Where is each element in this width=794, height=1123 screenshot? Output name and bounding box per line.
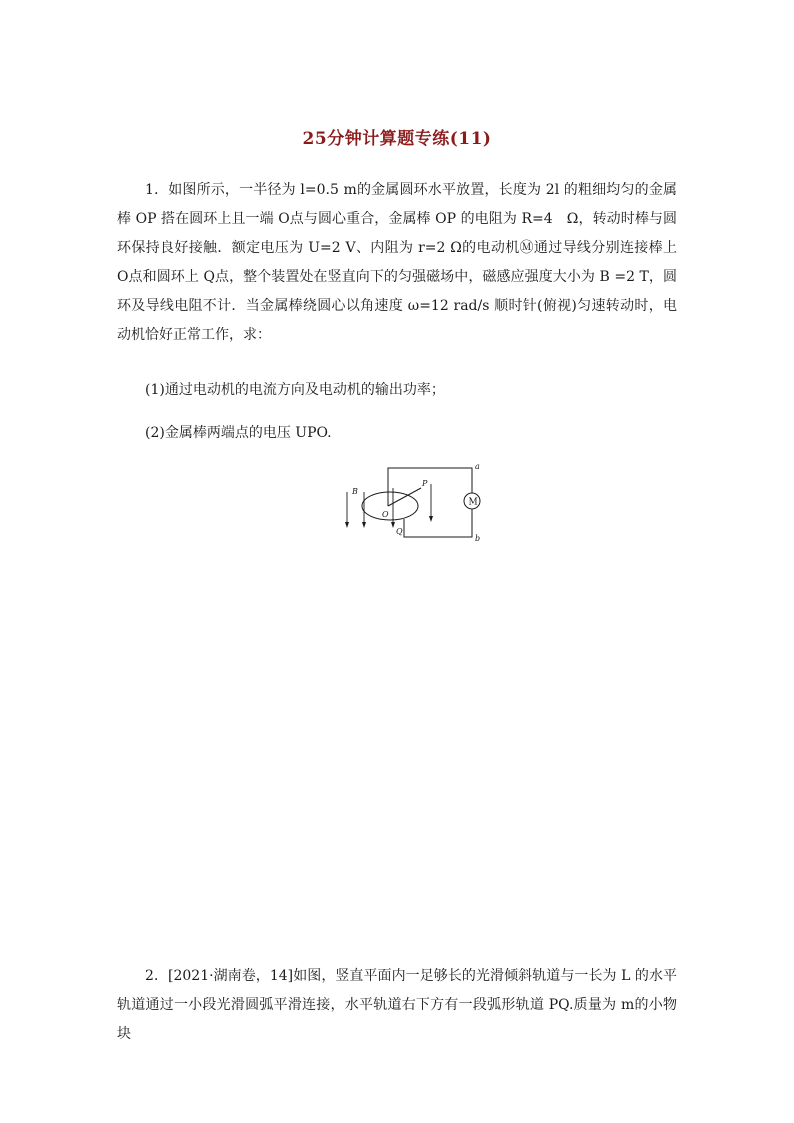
motor-label: M: [468, 497, 478, 508]
circuit-figure: [338, 462, 488, 544]
field-arrow-head: [429, 516, 433, 522]
label-a: a: [475, 462, 480, 471]
problem-1-body: 1．如图所示，一半径为 l=0.5 m的金属圆环水平放置，长度为 2l 的粗细均匀的金属棒 OP 搭在圆环上且一端 O点与圆心重合，金属棒 OP 的电阻为 R=4 Ω，转动时棒与圆环保持良好接触．额定电压为 U=2 V、内阻为 r=2 Ω的电动机Ⓜ通过导线分别连接棒上 O点和圆环上 Q点，整个装置处在竖直向下的匀强磁场中，磁感应强度大小为 B =2 T，圆环及导线电阻不计．当金属棒绕圆心以角速度 ω=12 rad/s 顺时针(俯视)匀速转动时，电动机恰好正常工作，求：: [117, 182, 677, 343]
label-b: b: [475, 534, 481, 543]
label-p: P: [422, 479, 428, 488]
field-arrow-head: [345, 522, 349, 528]
label-o: O: [382, 510, 389, 519]
circuit-diagram: [338, 462, 488, 544]
field-arrow-head: [362, 522, 366, 528]
page-title: 25分钟计算题专练(11): [302, 129, 492, 149]
metal-ring: [362, 492, 418, 520]
problem-1-text: [117, 176, 677, 350]
problem-2-body: 2．[2021·湖南卷，14]如图，竖直平面内一足够长的光滑倾斜轨道与一长为 L 的水平轨道通过一小段光滑圆弧平滑连接，水平轨道右下方有一段弧形轨道 PQ.质量为 m的小物块: [117, 968, 677, 1042]
label-b-field: B: [352, 487, 358, 496]
label-q: Q: [396, 527, 403, 536]
problem-2-text: [117, 962, 677, 1049]
problem-1-question-2: (2)金属棒两端点的电压 UPO.: [145, 425, 332, 441]
problem-1-question-1: (1)通过电动机的电流方向及电动机的输出功率；: [145, 382, 445, 398]
field-arrow-head: [391, 522, 395, 528]
wire-top: [388, 468, 472, 506]
